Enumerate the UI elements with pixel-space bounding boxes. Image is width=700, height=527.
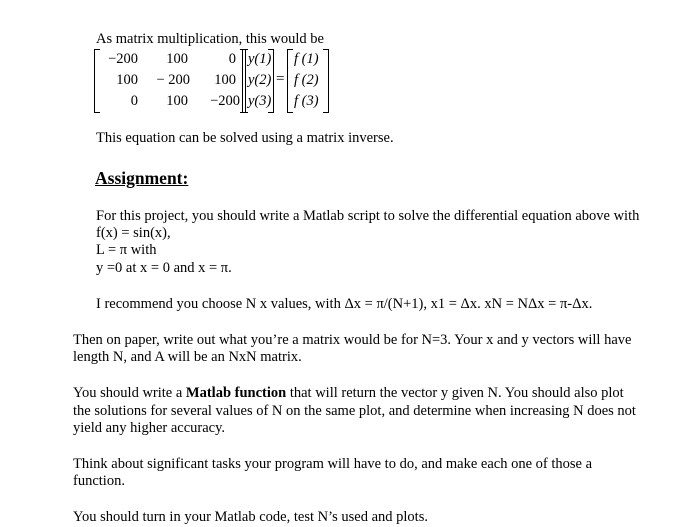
- paragraph-line: function.: [73, 473, 125, 489]
- paragraph-line: Think about significant tasks your program will have to do, and make each one of those a: [73, 456, 593, 472]
- matrix-cell: 0: [228, 51, 236, 67]
- f-vector-entry: f (3): [294, 93, 319, 109]
- matrix-cell: −200: [210, 93, 240, 109]
- matrix-cell: 100: [214, 72, 236, 88]
- matrix-cell: 0: [130, 93, 138, 109]
- paragraph-line: For this project, you should write a Matlab script to solve the differential equation above with: [96, 208, 640, 224]
- closing-text: You should turn in your Matlab code, test N’s used and plots.: [73, 509, 428, 525]
- matrix-cell: 100: [166, 93, 188, 109]
- intro-text: As matrix multiplication, this would be: [96, 31, 324, 47]
- f-vector-right-bracket: [323, 49, 329, 113]
- text-run: You should write a: [73, 385, 186, 401]
- matrix-cell: −200: [108, 51, 138, 67]
- y-vector-right-bracket: [268, 49, 274, 113]
- solve-note: This equation can be solved using a matrix inverse.: [96, 130, 394, 146]
- paragraph-line: L = π with: [96, 242, 157, 258]
- equals-sign: =: [276, 71, 285, 87]
- paragraph-line: [73, 385, 624, 401]
- matrix-cell: 100: [116, 72, 138, 88]
- bold-text: Matlab function: [185, 385, 287, 401]
- coefficient-matrix: [94, 49, 246, 113]
- paragraph-line: f(x) = sin(x),: [96, 225, 171, 241]
- f-vector-left-bracket: [287, 49, 293, 113]
- paragraph-line: Then on paper, write out what you’re a matrix would be for N=3. Your x and y vectors will have: [73, 332, 632, 348]
- paragraph-line: the solutions for several values of N on the same plot, and determine when increasing N does not: [73, 403, 636, 419]
- y-vector: [242, 49, 274, 113]
- y-vector-entry: y(3): [248, 93, 272, 109]
- y-vector-entry: y(2): [248, 72, 272, 88]
- f-vector-entry: f (1): [294, 51, 319, 67]
- assignment-heading: Assignment:: [95, 168, 189, 188]
- paragraph-line: yield any higher accuracy.: [73, 420, 226, 436]
- text-run: that will return the vector y given N. You should also plot: [286, 385, 624, 401]
- matrix-cell: − 200: [156, 72, 190, 88]
- f-vector-entry: f (2): [294, 72, 319, 88]
- paragraph-line: y =0 at x = 0 and x = π.: [96, 260, 232, 276]
- f-vector: [287, 49, 329, 113]
- paragraph-line: length N, and A will be an NxN matrix.: [73, 349, 302, 365]
- y-vector-entry: y(1): [248, 51, 272, 67]
- matrix-cell: 100: [166, 51, 188, 67]
- recommendation-text: I recommend you choose N x values, with Δx = π/(N+1), x1 = Δx. xN = NΔx = π-Δx.: [96, 296, 593, 312]
